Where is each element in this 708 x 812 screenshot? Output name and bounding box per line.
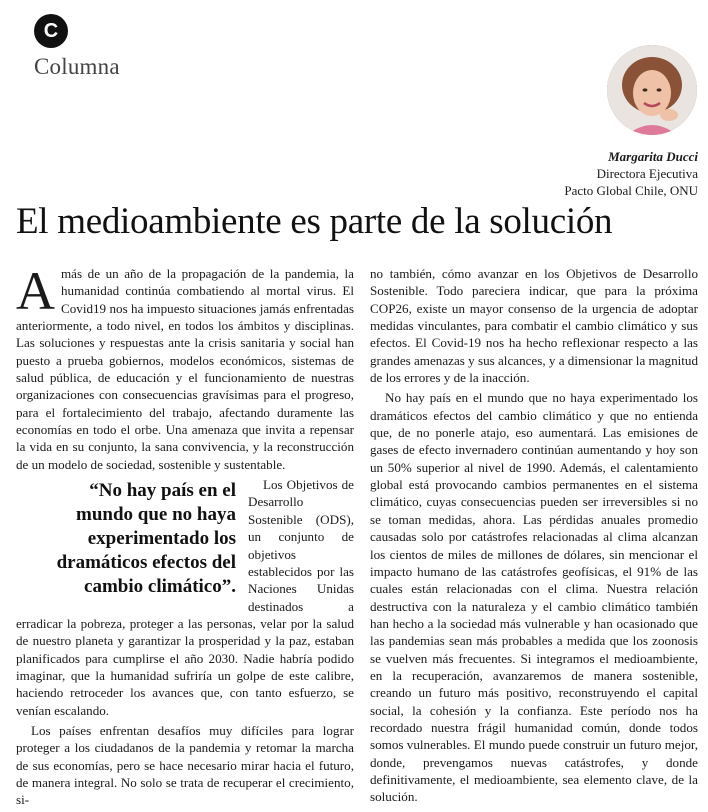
article-paragraph: no también, cómo avanzar en los Objetivos de Desarrollo Sostenible. Todo pareciera indicar, que para la próxima COP26, existe un mayor consenso de la urgencia de adoptar medidas vinculantes, para combatir el cambio climático y sus efectos. El Covid-19 nos ha hecho reflexionar respecto a las grandes amenazas y sus alcances, y a dimensionar la magnitud de los errores y de la inacción. [370, 266, 698, 386]
article-paragraph [16, 261, 354, 473]
headline: El medioambiente es parte de la solución [16, 201, 613, 242]
author-photo [607, 45, 697, 135]
author-role: Directora Ejecutiva [596, 166, 698, 181]
article-column-right [370, 265, 698, 809]
author-organization: Pacto Global Chile, ONU [564, 183, 698, 198]
drop-cap: A [16, 261, 55, 321]
pull-quote [46, 479, 236, 599]
article-column-left [16, 261, 354, 812]
pull-quote-text: “No hay país en el mundo que no haya experimentado los dramáticos efectos del cambio climático”. [56, 480, 236, 598]
author-byline [564, 148, 698, 199]
column-badge: C [34, 14, 68, 48]
article-paragraph: Los países enfrentan desafíos muy difíciles para lograr proteger a los ciudadanos de la pandemia y retomar la marcha de sus economías, pero se hace necesario mirar hacia el futuro, de manera integral. No solo se trata de recuperar el crecimiento, si- [16, 722, 354, 808]
author-name: Margarita Ducci [608, 149, 698, 164]
article-paragraph: Los Objetivos de Desarrollo Sostenible (ODS), un conjunto de objetivos establecidos por las Naciones Unidas destinados a erradicar la pobreza, proteger a las personas, velar por la salud de nuestro planeta y garantizar la prosperidad y la paz, estaban planificados para cumplirse el año 2030. Nadie habría podido imaginar, que la humanidad sufriría un golpe de este calibre, haciendo retroceder los avances que, con tanto esfuerzo, se venían escalando. [16, 477, 354, 718]
section-label: Columna [34, 54, 120, 79]
author-portrait-icon [607, 45, 697, 135]
article-paragraph: No hay país en el mundo que no haya experimentado los dramáticos efectos del cambio climático y que no entienda que, de no ponerle atajo, eso aumentará. Las emisiones de gases de efecto invernadero continúan aumentando y hoy son un 50% superior al nivel de 1990. Además, el calentamiento global está provocando cambios permanentes en el sistema climático, cuyas consecuencias pueden ser irreversibles si no se toman medidas, ahora. Las pérdidas anuales promedio causadas solo por catástrofes relacionadas al clima alcanzan los cientos de miles de millones de dólares, sin mencionar el impacto humano de las catástrofes geofísicas, el 91% de las cuales están relacionadas con el clima. Nuestra relación destructiva con la naturaleza y el cambio climático también han hecho a la sociedad más vulnerable y han ocasionado que las pandemias sean más probables a medida que los zoonosis se vuelven más frecuentes. Si integramos el medioambiente, en la recuperación, avanzaremos de manera sostenible, creando un futuro más positivo, reconstruyendo el capital social, la cohesión y la confianza. Este período nos ha recordado nuestra frágil humanidad común, donde todos somos vulnerables. El mundo puede construir un futuro mejor, donde, prevengamos nuevas catástrofes, y donde definitivamente, el medioambiente, sea elemento clave, de la solución. [370, 390, 698, 805]
paragraph-text: más de un año de la propagación de la pandemia, la humanidad continúa combatiendo al mortal virus. El Covid19 nos ha impuesto situaciones jamás enfrentadas anteriormente, a todo nivel, en todos los ámbitos y disciplinas. Las soluciones y respuestas ante la crisis sanitaria y social han puesto a prueba gobiernos, modelos económicos, sistemas de salud pública, de educación y el funcionamiento de nuestras organizaciones con consecuencias gravísimas para el progreso, para el fortalecimiento del trabajo, afectando duramente las economías en todo el orbe. Una amenaza que invita a repensar la vida en su conjunto, la sana convivencia, y la reconstrucción de un modelo de sociedad, sostenible y sustentable. [16, 266, 354, 472]
